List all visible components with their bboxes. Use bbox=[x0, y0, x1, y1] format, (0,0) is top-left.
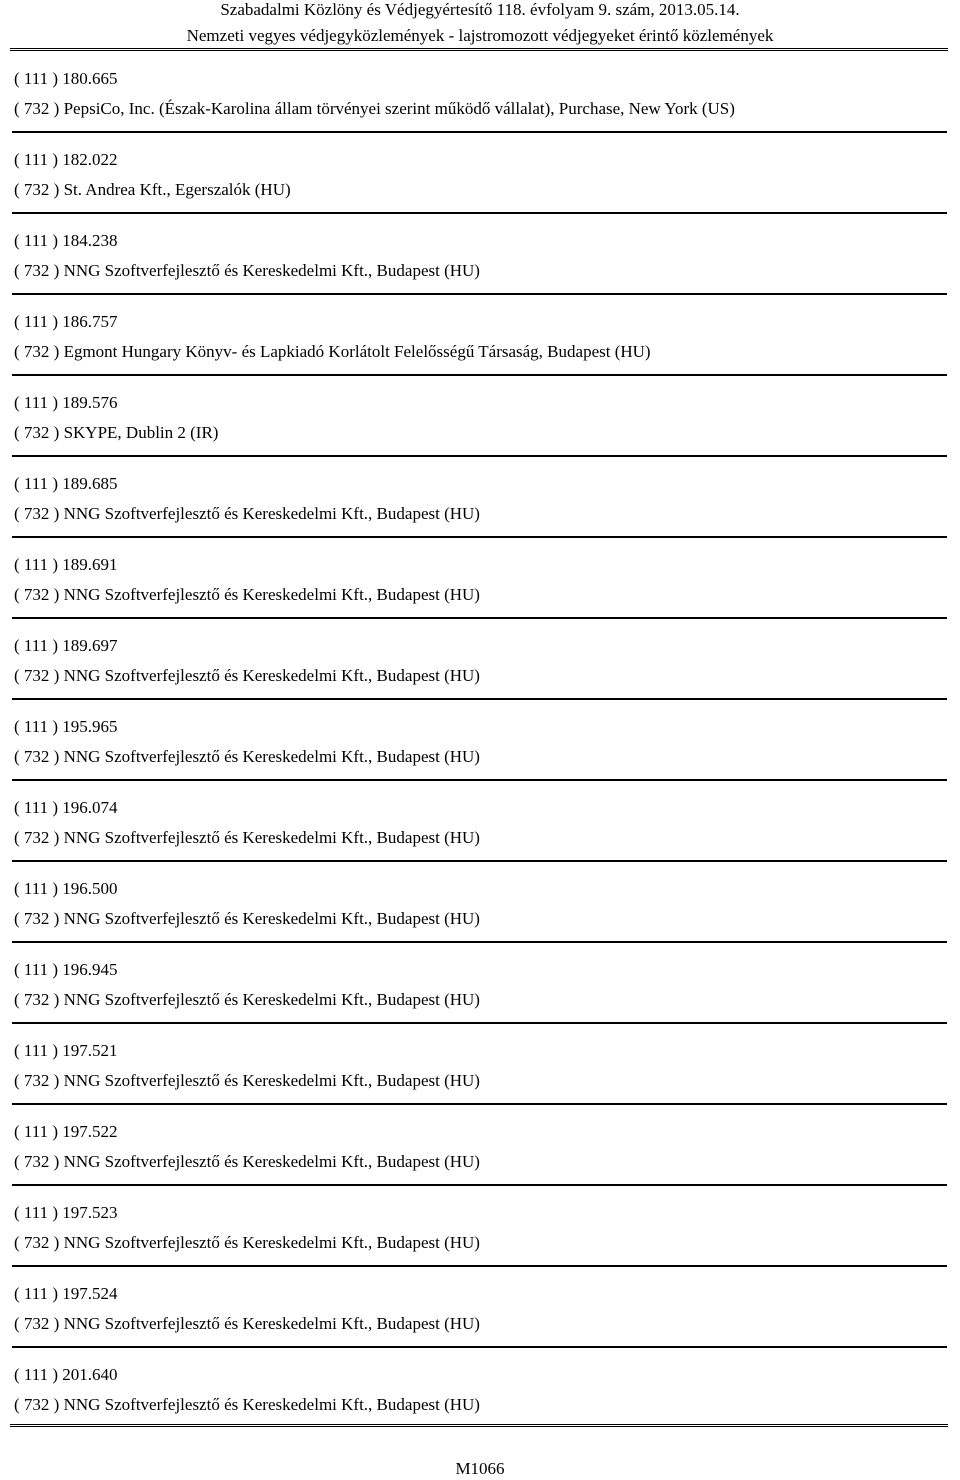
holder: ( 732 ) NNG Szoftverfejlesztő és Kereskedelmi Kft., Budapest (HU) bbox=[14, 1233, 480, 1252]
holder: ( 732 ) St. Andrea Kft., Egerszalók (HU) bbox=[14, 180, 291, 199]
entry bbox=[0, 456, 960, 537]
registration-number: ( 111 ) 197.524 bbox=[14, 1284, 118, 1303]
page-header bbox=[0, 0, 960, 48]
section-title: Nemzeti vegyes védjegyközlemények - lajstromozott védjegyeket érintő közlemények bbox=[186, 26, 774, 45]
holder: ( 732 ) NNG Szoftverfejlesztő és Kereskedelmi Kft., Budapest (HU) bbox=[14, 504, 480, 523]
registration-number: ( 111 ) 189.691 bbox=[14, 555, 118, 574]
entry bbox=[0, 51, 960, 132]
entry bbox=[0, 1185, 960, 1266]
holder: ( 732 ) NNG Szoftverfejlesztő és Kereskedelmi Kft., Budapest (HU) bbox=[14, 666, 480, 685]
entry bbox=[0, 618, 960, 699]
holder: ( 732 ) NNG Szoftverfejlesztő és Kereskedelmi Kft., Budapest (HU) bbox=[14, 1314, 480, 1333]
entry bbox=[0, 1266, 960, 1347]
registration-number: ( 111 ) 189.685 bbox=[14, 474, 118, 493]
entry bbox=[0, 861, 960, 942]
entry bbox=[0, 132, 960, 213]
registration-number: ( 111 ) 184.238 bbox=[14, 231, 118, 250]
registration-number: ( 111 ) 197.522 bbox=[14, 1122, 118, 1141]
holder: ( 732 ) NNG Szoftverfejlesztő és Kereskedelmi Kft., Budapest (HU) bbox=[14, 261, 480, 280]
holder: ( 732 ) NNG Szoftverfejlesztő és Kereskedelmi Kft., Budapest (HU) bbox=[14, 990, 480, 1009]
registration-number: ( 111 ) 196.074 bbox=[14, 798, 118, 817]
entry bbox=[0, 1347, 960, 1428]
registration-number: ( 111 ) 201.640 bbox=[14, 1365, 118, 1384]
holder: ( 732 ) NNG Szoftverfejlesztő és Kereskedelmi Kft., Budapest (HU) bbox=[14, 747, 480, 766]
entry bbox=[0, 1104, 960, 1185]
entry bbox=[0, 213, 960, 294]
entry bbox=[0, 1023, 960, 1104]
holder: ( 732 ) NNG Szoftverfejlesztő és Kereskedelmi Kft., Budapest (HU) bbox=[14, 909, 480, 928]
holder: ( 732 ) NNG Szoftverfejlesztő és Kereskedelmi Kft., Budapest (HU) bbox=[14, 585, 480, 604]
registration-number: ( 111 ) 197.523 bbox=[14, 1203, 118, 1222]
page-code: M1066 bbox=[455, 1459, 505, 1478]
holder: ( 732 ) NNG Szoftverfejlesztő és Kereskedelmi Kft., Budapest (HU) bbox=[14, 1071, 480, 1090]
registration-number: ( 111 ) 182.022 bbox=[14, 150, 118, 169]
holder: ( 732 ) NNG Szoftverfejlesztő és Kereskedelmi Kft., Budapest (HU) bbox=[14, 1395, 480, 1414]
entry bbox=[0, 699, 960, 780]
entry bbox=[0, 942, 960, 1023]
holder: ( 732 ) NNG Szoftverfejlesztő és Kereskedelmi Kft., Budapest (HU) bbox=[14, 828, 480, 847]
registration-number: ( 111 ) 196.500 bbox=[14, 879, 118, 898]
publication-title: Szabadalmi Közlöny és Védjegyértesítő 118. évfolyam 9. szám, 2013.05.14. bbox=[220, 0, 740, 19]
holder: ( 732 ) Egmont Hungary Könyv- és Lapkiadó Korlátolt Felelősségű Társaság, Budapest (HU) bbox=[14, 342, 651, 361]
footer-divider bbox=[10, 1424, 948, 1427]
registration-number: ( 111 ) 196.945 bbox=[14, 960, 118, 979]
registration-number: ( 111 ) 195.965 bbox=[14, 717, 118, 736]
registration-number: ( 111 ) 189.697 bbox=[14, 636, 118, 655]
registration-number: ( 111 ) 189.576 bbox=[14, 393, 118, 412]
registration-number: ( 111 ) 180.665 bbox=[14, 69, 118, 88]
registration-number: ( 111 ) 197.521 bbox=[14, 1041, 118, 1060]
holder: ( 732 ) SKYPE, Dublin 2 (IR) bbox=[14, 423, 219, 442]
entry bbox=[0, 375, 960, 456]
entry bbox=[0, 537, 960, 618]
entry bbox=[0, 294, 960, 375]
holder: ( 732 ) PepsiCo, Inc. (Észak-Karolina állam törvényei szerint működő vállalat), Purchase, New York (US) bbox=[14, 99, 735, 118]
entry-list bbox=[0, 51, 960, 1428]
entry bbox=[0, 780, 960, 861]
registration-number: ( 111 ) 186.757 bbox=[14, 312, 118, 331]
holder: ( 732 ) NNG Szoftverfejlesztő és Kereskedelmi Kft., Budapest (HU) bbox=[14, 1152, 480, 1171]
